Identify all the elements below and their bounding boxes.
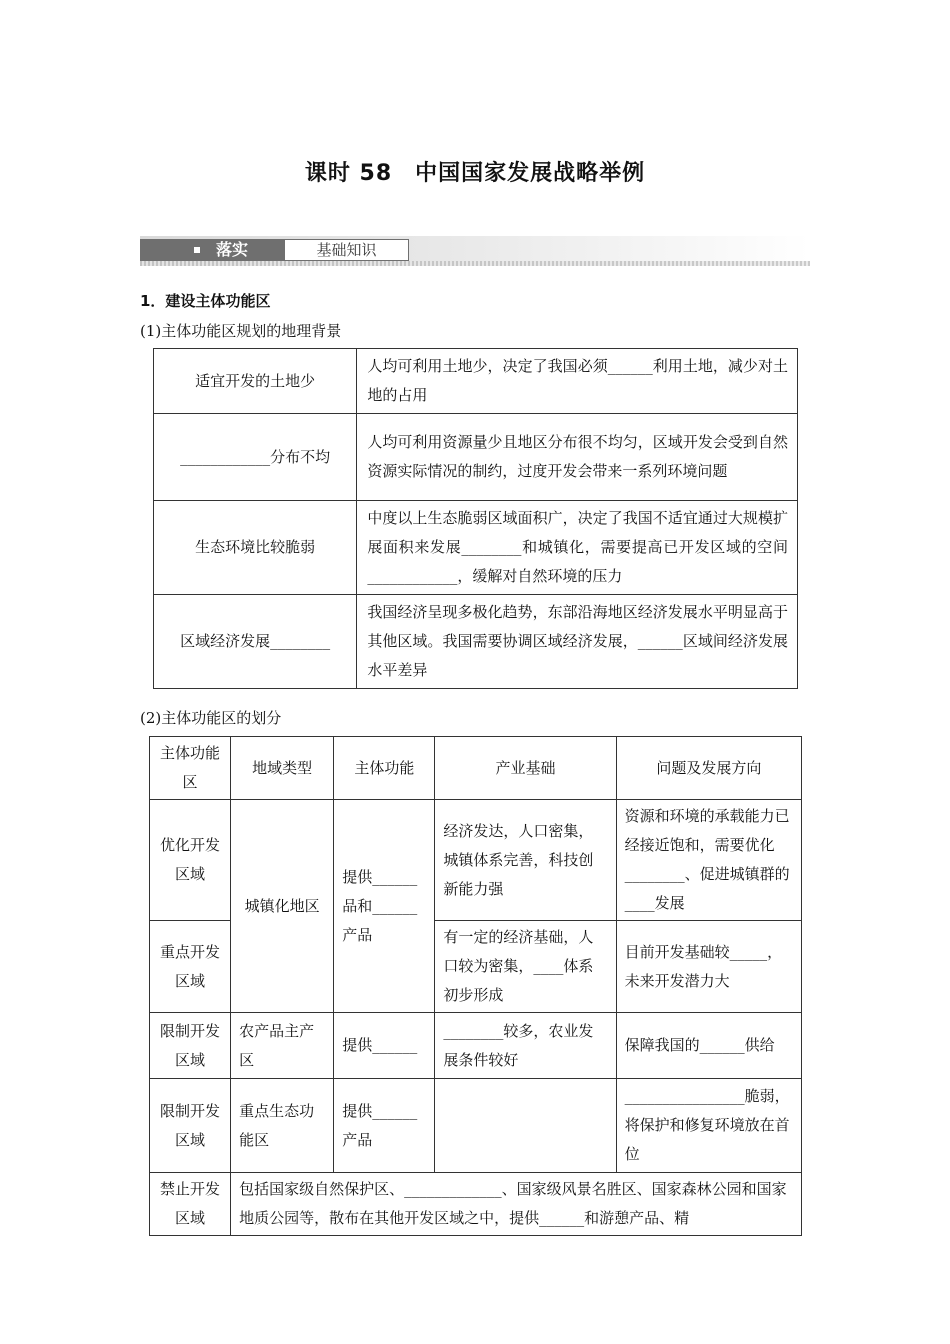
background-table [153, 348, 798, 689]
section-heading: 1．建设主体功能区 [140, 292, 271, 310]
zone-cell: 限制开发区域 [150, 1013, 231, 1079]
function-cell: 提供______品和______产品 [334, 800, 435, 1013]
table-row [150, 800, 802, 921]
base-cell [435, 1079, 616, 1173]
zone-cell: 限制开发区域 [150, 1079, 231, 1173]
issue-cell: 保障我国的______供给 [616, 1013, 801, 1079]
header-cell: 问题及发展方向 [616, 737, 801, 800]
banner-stripe [140, 261, 810, 266]
table-header-row [150, 737, 802, 800]
table-row [150, 1079, 802, 1173]
table-cell: 区域经济发展________ [154, 595, 357, 689]
table-row [154, 414, 798, 501]
base-cell: 有一定的经济基础，人口较为密集，____体系初步形成 [435, 921, 616, 1013]
zone-cell: 优化开发区域 [150, 800, 231, 921]
function-cell: 提供______产品 [334, 1079, 435, 1173]
base-cell: ________较多，农业发展条件较好 [435, 1013, 616, 1079]
banner-light-label: 基础知识 [284, 239, 409, 261]
banner-tag-dark [140, 239, 284, 261]
zone-cell: 禁止开发区域 [150, 1173, 231, 1236]
division-table [149, 736, 802, 1236]
table-cell: 中度以上生态脆弱区域面积广，决定了我国不适宜通过大规模扩展面积来发展________和城镇化，需要提高已开发区域的空间____________，缓解对自然环境的压力 [357, 501, 798, 595]
header-cell: 主体功能区 [150, 737, 231, 800]
type-cell: 农产品主产区 [231, 1013, 334, 1079]
table-row [154, 349, 798, 414]
type-cell: 城镇化地区 [231, 800, 334, 1013]
issue-cell: ________________脆弱，将保护和修复环境放在首位 [616, 1079, 801, 1173]
table-cell: 适宜开发的土地少 [154, 349, 357, 414]
zone-cell: 重点开发区域 [150, 921, 231, 1013]
table-row [150, 1013, 802, 1079]
table-cell: 我国经济呈现多极化趋势，东部沿海地区经济发展水平明显高于其他区域。我国需要协调区域经济发展，______区域间经济发展水平差异 [357, 595, 798, 689]
description-cell: 包括国家级自然保护区、_____________、国家级风景名胜区、国家森林公园和国家地质公园等，散布在其他开发区域之中，提供______和游憩产品、精 [231, 1173, 802, 1236]
subheading-background: (1)主体功能区规划的地理背景 [140, 322, 342, 340]
table-cell: 人均可利用土地少，决定了我国必须______利用土地，减少对土地的占用 [357, 349, 798, 414]
square-bullet-icon [194, 247, 200, 253]
table-cell: 人均可利用资源量少且地区分布很不均匀，区域开发会受到自然资源实际情况的制约，过度开发会带来一系列环境问题 [357, 414, 798, 501]
type-cell: 重点生态功能区 [231, 1079, 334, 1173]
table-cell: ____________分布不均 [154, 414, 357, 501]
subheading-division: (2)主体功能区的划分 [140, 709, 282, 727]
table-cell: 生态环境比较脆弱 [154, 501, 357, 595]
issue-cell: 目前开发基础较_____，未来开发潜力大 [616, 921, 801, 1013]
header-cell: 产业基础 [435, 737, 616, 800]
table-row [154, 595, 798, 689]
banner-dark-label: 落实 [216, 240, 249, 259]
table-row [154, 501, 798, 595]
issue-cell: 资源和环境的承载能力已经接近饱和，需要优化________、促进城镇群的____发展 [616, 800, 801, 921]
page-title: 课时 58 中国国家发展战略举例 [304, 161, 646, 186]
base-cell: 经济发达，人口密集，城镇体系完善，科技创新能力强 [435, 800, 616, 921]
header-cell: 地域类型 [231, 737, 334, 800]
function-cell: 提供______ [334, 1013, 435, 1079]
table-row [150, 1173, 802, 1236]
header-cell: 主体功能 [334, 737, 435, 800]
